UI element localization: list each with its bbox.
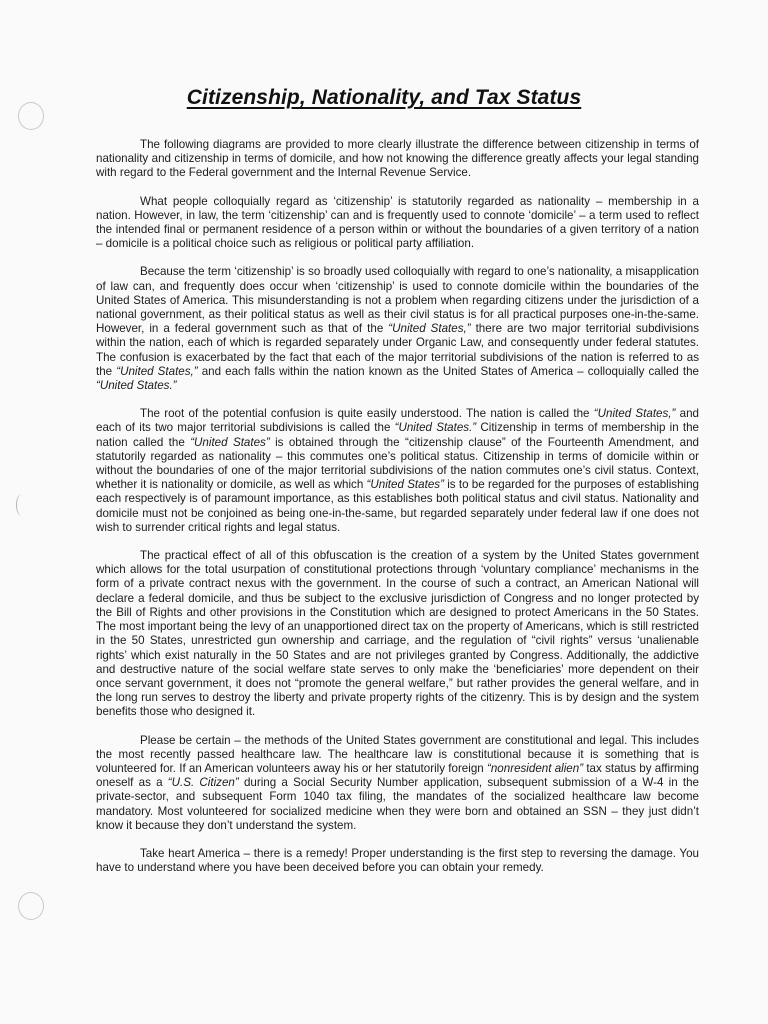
paragraph-4 bbox=[96, 407, 699, 535]
quoted-term: “United States” bbox=[190, 435, 270, 449]
text-run: during a Social Security Number application, subsequent submission of a W-4 in the private-sector, and subsequent Form 1040 tax filing, the mandates of the socialized healthcare law become mandatory. Most volunteered for socialized medicine when they were born and obtained an SSN – they just didn’t know it because they don’t understand the system. bbox=[96, 776, 700, 832]
paragraph-6 bbox=[96, 734, 699, 833]
text-run: Because the term ‘citizenship’ is so broadly used colloquially with regard to one’s nationality, a misapplication of law can, and frequently does occur when ‘citizenship’ is used to connote domicile within the boundaries of the United States of America. This misunderstanding is not a problem when regarding citizens under the jurisdiction of a national government, as their political status as well as their civil status is for all practical purposes one-in-the-same. However, in a federal government such as that of the bbox=[96, 265, 699, 336]
paragraph-7 bbox=[96, 847, 699, 875]
text-run: What people colloquially regard as ‘citizenship’ is statutorily regarded as nationality – membership in a nation. However, in law, the term ‘citizenship’ can and is frequently used to connote ‘domicile’ – a term used to reflect the intended final or permanent residence of a person within or without the boundaries of a given territory of a nation – domicile is a political choice such as religious or political party affiliation. bbox=[96, 194, 699, 251]
quoted-term: “nonresident alien” bbox=[487, 761, 584, 775]
text-run: The following diagrams are provided to more clearly illustrate the difference between citizenship in terms of nationality and citizenship in terms of domicile, and how not knowing the difference greatly affects your legal standing with regard to the Federal government and the Internal Revenue Service. bbox=[96, 138, 699, 180]
text-run: there are two major territorial subdivisions within the nation, each of which is regarded separately under Organic Law, and consequently under federal statutes. The confusion is exacerbated by the fact that each of the major territorial subdivisions of the nation is referred to as the bbox=[96, 322, 700, 378]
quoted-term: “U.S. Citizen” bbox=[167, 776, 239, 790]
paragraph-3 bbox=[96, 265, 699, 393]
text-run: The root of the potential confusion is quite easily understood. The nation is called the bbox=[140, 407, 594, 421]
text-run: Take heart America – there is a remedy! Proper understanding is the first step to reversing the damage. You have to understand where you have been deceived before you can obtain your remedy. bbox=[96, 846, 699, 875]
quoted-term: “United States.” bbox=[96, 379, 177, 393]
punch-hole-bottom bbox=[18, 892, 44, 920]
text-run: The practical effect of all of this obfuscation is the creation of a system by the United States government which allows for the total usurpation of constitutional protections through ‘voluntary compliance’ mechanisms in the form of a private contract nexus with the government. In the course of such a contract, an American National will declare a federal domicile, and thus be subject to the exclusive jurisdiction of Congress and no longer protected by the Bill of Rights and other provisions in the Constitution which are designed to protect Americans in the 50 States. The most important being the levy of an unapportioned direct tax on the property of Americans, which is still restricted in the 50 States, unrestricted gun ownership and carriage, and the regulation of “civil rights” versus ‘unalienable rights’ which exist naturally in the 50 States and are not privileges granted by Congress. Additionally, the addictive and destructive nature of the social welfare state serves to only make the ‘beneficiaries’ more dependent on their once servant government, it does not “promote the general welfare,” but rather provides the general welfare, and in the long run serves to destroy the liberty and private property rights of the citizenry. This is by design and the system benefits those who designed it. bbox=[96, 549, 699, 719]
document-body bbox=[96, 138, 699, 875]
text-run: and each of its two major territorial subdivisions is called the bbox=[96, 407, 699, 435]
quoted-term: “United States,” bbox=[116, 364, 198, 378]
paragraph-2 bbox=[96, 195, 699, 252]
quoted-term: “United States” bbox=[366, 478, 444, 492]
text-run: Please be certain – the methods of the United States government are constitutional and legal. This includes the most recently passed healthcare law. The healthcare law is constitutional because it is something that is volunteered for. If an American volunteers away his or her statutorily foreign bbox=[96, 733, 699, 775]
text-run: is obtained through the “citizenship clause” of the Fourteenth Amendment, and statutorily regarded as nationality – this commutes one’s political status. Citizenship in terms of domicile within or without the boundaries of one of the major territorial subdivisions of the nation commutes one’s civil status. Context, whether it is nationality or domicile, as well as which bbox=[96, 435, 699, 492]
text-run: is to be regarded for the purposes of establishing each respectively is of paramount importance, as this establishes both political status and civil status. Nationality and domicile must not be conjoined as being one-in-the-same, but regarded separately under federal law if one does not wish to surrender critical rights and legal status. bbox=[96, 478, 700, 534]
text-run: Citizenship in terms of membership in the nation called the bbox=[96, 421, 699, 449]
document-title: Citizenship, Nationality, and Tax Status bbox=[186, 86, 582, 109]
text-run: tax status by affirming oneself as a bbox=[96, 761, 700, 790]
paragraph-1 bbox=[96, 138, 699, 181]
text-run: and each falls within the nation known as the United States of America – colloquially called the bbox=[197, 364, 699, 378]
paragraph-5 bbox=[96, 549, 699, 719]
quoted-term: “United States,” bbox=[593, 407, 676, 421]
punch-hole-middle bbox=[16, 494, 27, 516]
quoted-term: “United States,” bbox=[388, 322, 471, 336]
quoted-term: “United States.” bbox=[394, 421, 477, 435]
